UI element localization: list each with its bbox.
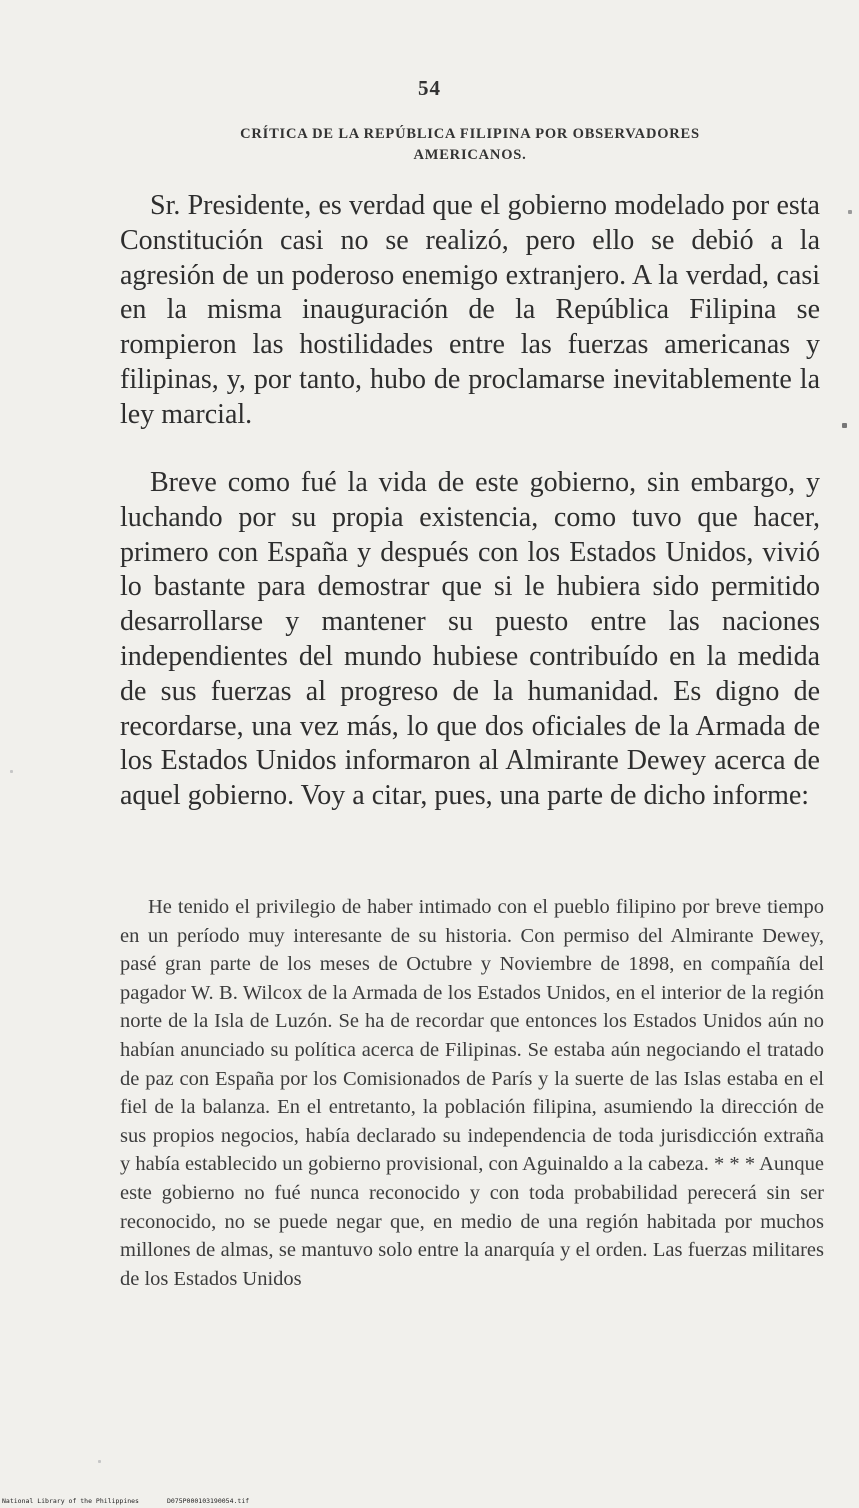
footer-file-name: D075P000103190054.tif — [166, 1497, 250, 1505]
footer-library: National Library of the Philippines — [2, 1497, 139, 1505]
section-heading-line-2: AMERICANOS. — [413, 147, 527, 163]
body-paragraph-2: Breve como fué la vida de este gobierno, sin embargo, y luchando por su propia existencia, como tuvo que hacer, primero con España y después con los Estados Unidos, vivió lo bastante para demostrar que si le hubiera sido permitido desarrollarse y mantener su puesto entre las naciones independientes del mundo hubiese contribuído en la medida de sus fuerzas al progreso de la humanidad. Es digno de recordarse, una vez más, lo que dos oficiales de la Armada de los Estados Unidos informaron al Almirante Dewey acerca de aquel gobierno. Voy a citar, pues, una parte de dicho informe: — [120, 467, 820, 812]
scan-speck — [848, 210, 852, 214]
body-paragraph-1: Sr. Presidente, es verdad que el gobierno modelado por esta Constitución casi no se realizó, pero ello se debió a la agresión de un poderoso enemigo extranjero. A la verdad, casi en la misma inauguración de la República Filipina se rompieron las hostilidades entre las fuerzas americanas y filipinas, y, por tanto, hubo de proclamarse inevitablemente la ley marcial. — [120, 190, 820, 430]
scan-speck — [842, 423, 847, 428]
scan-speck — [10, 770, 13, 773]
block-quote: He tenido el privilegio de haber intimado con el pueblo filipino por breve tiempo en un período muy interesante de su historia. Con permiso del Almirante Dewey, pasé gran parte de los meses de Octubre y Noviembre de 1898, en compañía del pagador W. B. Wilcox de la Armada de los Estados Unidos, en el interior de la región norte de la Isla de Luzón. Se ha de recordar que entonces los Estados Unidos aún no habían anunciado su política acerca de Filipinas. Se estaba aún negociando el tratado de paz con España por los Comisionados de París y la suerte de las Islas estaba en el fiel de la balanza. En el entretanto, la población filipina, asumiendo la dirección de sus propios negocios, había declarado su independencia de toda jurisdicción extraña y había establecido un gobierno provisional, con Aguinaldo a la cabeza. * * * Aunque este gobierno no fué nunca reconocido y con toda probabilidad perecerá sin ser reconocido, no se puede negar que, en medio de una región habitada por muchos millones de almas, se mantuvo solo entre la anarquía y el orden. Las fuerzas militares de los Estados Unidos — [120, 896, 824, 1290]
page-number: 54 — [418, 76, 441, 100]
section-heading-line-1: CRÍTICA DE LA REPÚBLICA FILIPINA POR OBSERVADORES — [240, 126, 700, 142]
scan-footer — [2, 1497, 249, 1505]
scan-speck — [98, 1460, 101, 1463]
section-heading — [120, 124, 820, 166]
